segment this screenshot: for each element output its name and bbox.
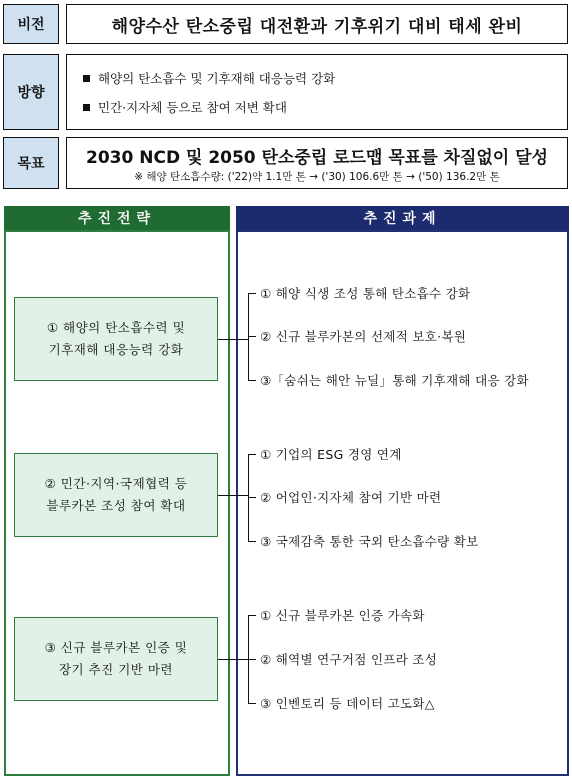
strategy-item-line: ② 민간·지역·국제협력 등 xyxy=(44,476,188,492)
bullet-square-icon xyxy=(83,75,90,82)
task-item: ② 해역별 연구거점 인프라 조성 xyxy=(260,652,438,667)
direction-box xyxy=(66,54,568,130)
strategy-item-line: 장기 추진 기반 마련 xyxy=(58,662,174,677)
connector-line xyxy=(218,495,248,496)
bracket-tick xyxy=(248,336,256,337)
goal-sub-text: ※ 해양 탄소흡수량: ('22)약 1.1만 톤 → ('30) 106.6만 톤 → ('50) 136.2만 톤 xyxy=(134,171,500,183)
bracket-tick xyxy=(248,703,256,704)
connector-line xyxy=(218,339,248,340)
tasks-header: 추진과제 xyxy=(236,206,569,230)
goal-main-text: 2030 NCD 및 2050 탄소중립 로드맵 목표를 차질없이 달성 xyxy=(86,148,548,168)
goal-box xyxy=(66,137,568,189)
strategy-header: 추진전략 xyxy=(4,206,230,230)
task-item: ③ 국제감축 통한 국외 탄소흡수량 확보 xyxy=(260,534,479,549)
bracket-tick xyxy=(248,454,256,455)
strategy-item-line: ③ 신규 블루카본 인증 및 xyxy=(44,640,188,656)
direction-item-text: 해양의 탄소흡수 및 기후재해 대응능력 강화 xyxy=(98,71,336,86)
strategy-item xyxy=(14,297,218,381)
direction-item xyxy=(83,69,335,87)
bracket-tick xyxy=(248,497,256,498)
task-item: ② 어업인·지자체 참여 기반 마련 xyxy=(260,490,442,505)
connector-line xyxy=(218,659,248,660)
bullet-square-icon xyxy=(83,104,90,111)
bracket-tick xyxy=(248,380,256,381)
task-item: ① 해양 식생 조성 통해 탄소흡수 강화 xyxy=(260,286,471,301)
strategy-item-line: 블루카본 조성 참여 확대 xyxy=(46,498,186,513)
strategy-item-line: 기후재해 대응능력 강화 xyxy=(48,342,184,357)
direction-item xyxy=(83,98,287,116)
vision-label: 비전 xyxy=(3,4,59,44)
task-item: ③「숨쉬는 해안 뉴딜」통해 기후재해 대응 강화 xyxy=(260,373,529,388)
task-item: ① 신규 블루카본 인증 가속화 xyxy=(260,608,425,623)
task-item: ① 기업의 ESG 경영 연계 xyxy=(260,447,402,462)
strategy-item-line: ① 해양의 탄소흡수력 및 xyxy=(46,320,186,336)
direction-label: 방향 xyxy=(3,54,59,130)
bracket-tick xyxy=(248,541,256,542)
bracket-tick xyxy=(248,293,256,294)
direction-item-text: 민간·지자체 등으로 참여 저변 확대 xyxy=(98,100,287,115)
vision-text: 해양수산 탄소중립 대전환과 기후위기 대비 태세 완비 xyxy=(66,4,568,44)
goal-label: 목표 xyxy=(3,137,59,189)
strategy-item xyxy=(14,453,218,537)
bracket-tick xyxy=(248,659,256,660)
bracket-tick xyxy=(248,615,256,616)
strategy-item xyxy=(14,617,218,701)
task-item: ③ 인벤토리 등 데이터 고도화△ xyxy=(260,696,435,711)
task-item: ② 신규 블루카본의 선제적 보호·복원 xyxy=(260,329,467,344)
